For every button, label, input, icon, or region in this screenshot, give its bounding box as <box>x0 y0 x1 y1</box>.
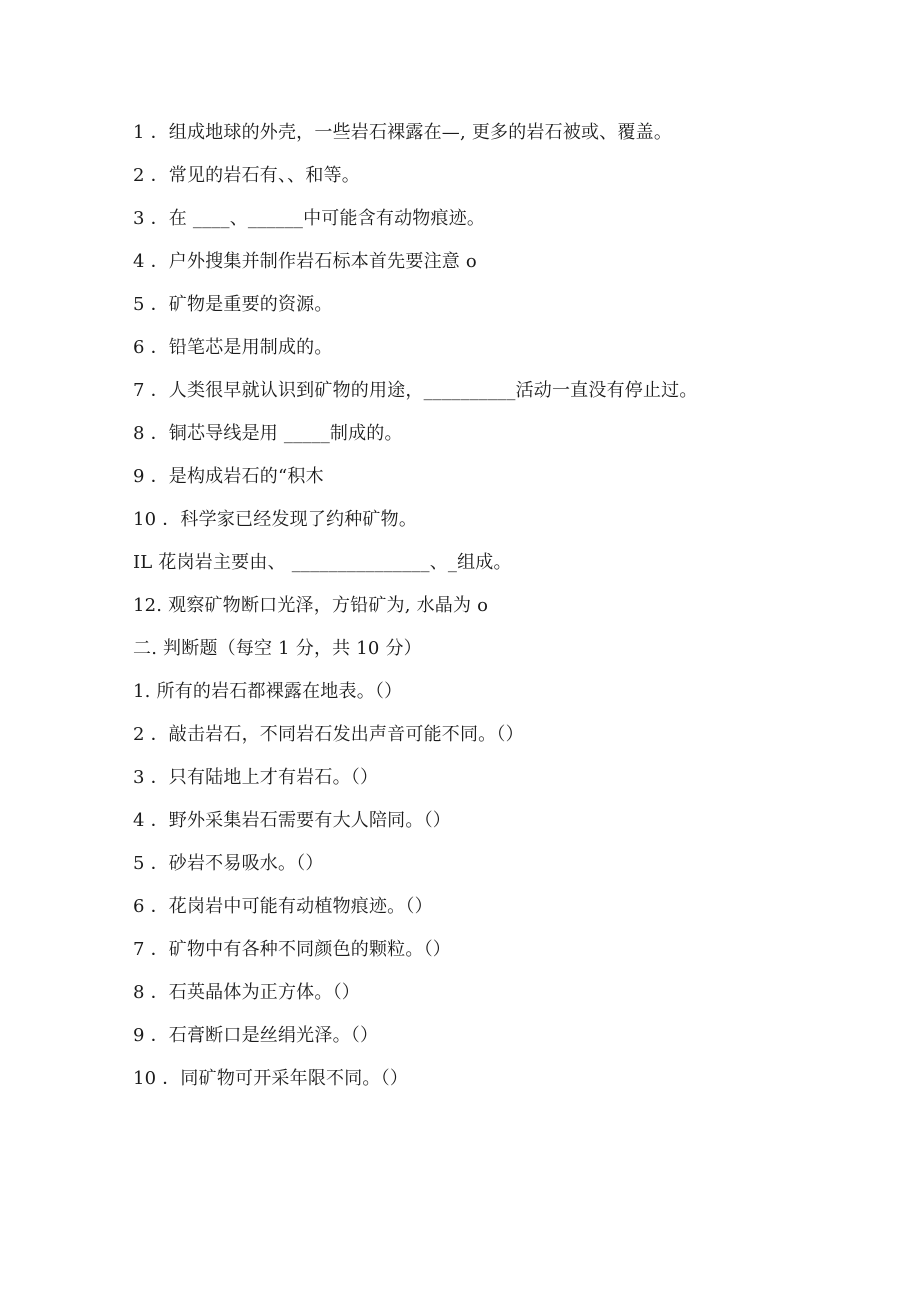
true-false-question-9: 9 ．石膏断口是丝绢光泽。（） <box>133 1025 379 1046</box>
true-false-question-6: 6 ．花岗岩中可能有动植物痕迹。（） <box>133 896 433 917</box>
fill-in-question-8: 8 ．铜芯导线是用 _____制成的。 <box>133 423 403 444</box>
true-false-question-8: 8 ．石英晶体为正方体。（） <box>133 982 360 1003</box>
fill-in-question-9: 9 ．是构成岩石的“积木 <box>133 466 324 487</box>
true-false-question-10: 10 ．同矿物可开采年限不同。（） <box>133 1068 409 1089</box>
fill-in-question-6: 6 ．铅笔芯是用制成的。 <box>133 337 333 358</box>
fill-in-question-3: 3 ．在 ____、______中可能含有动物痕迹。 <box>133 208 486 229</box>
section-heading-true-false: 二. 判断题（每空 1 分，共 10 分） <box>133 638 422 659</box>
fill-in-question-4: 4 ．户外搜集并制作岩石标本首先要注意 o <box>133 251 477 272</box>
true-false-question-7: 7 ．矿物中有各种不同颜色的颗粒。（） <box>133 939 451 960</box>
true-false-question-3: 3 ．只有陆地上才有岩石。（） <box>133 767 379 788</box>
true-false-question-4: 4 ．野外采集岩石需要有大人陪同。（） <box>133 810 451 831</box>
fill-in-question-7: 7 ．人类很早就认识到矿物的用途，__________活动一直没有停止过。 <box>133 380 698 401</box>
true-false-question-1: 1. 所有的岩石都裸露在地表。（） <box>133 681 403 702</box>
fill-in-question-5: 5 ．矿物是重要的资源。 <box>133 294 333 315</box>
fill-in-question-1: 1 ．组成地球的外壳，一些岩石裸露在—, 更多的岩石被或、覆盖。 <box>133 122 673 143</box>
fill-in-question-2: 2 ．常见的岩石有、、和等。 <box>133 165 360 186</box>
fill-in-question-10: 10 ．科学家已经发现了约种矿物。 <box>133 509 418 530</box>
fill-in-question-12: 12. 观察矿物断口光泽，方铅矿为, 水晶为 o <box>133 595 489 616</box>
fill-in-question-11: IL 花岗岩主要由、 _______________、_组成。 <box>133 552 512 573</box>
true-false-question-5: 5 ．砂岩不易吸水。（） <box>133 853 324 874</box>
true-false-question-2: 2 ．敲击岩石，不同岩石发出声音可能不同。（） <box>133 724 524 745</box>
